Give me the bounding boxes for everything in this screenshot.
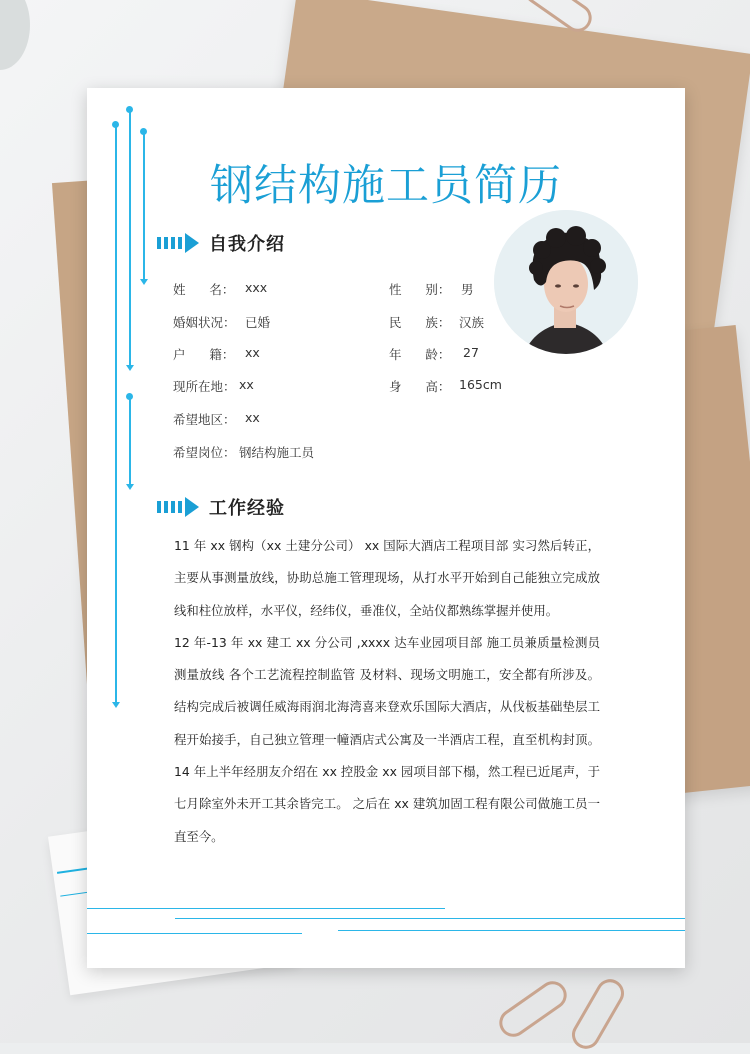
work-experience-text xyxy=(174,530,600,853)
info-age-value: 27 xyxy=(463,345,479,360)
info-height-label: 身 高： xyxy=(389,379,451,394)
info-native-label: 户 籍： xyxy=(173,347,235,362)
info-marital-label: 婚姻状况： xyxy=(173,315,236,330)
resume-sheet xyxy=(87,88,685,968)
info-ethnicity-value: 汉族 xyxy=(459,315,485,330)
info-ethnicity-label: 民 族： xyxy=(389,315,451,330)
profile-photo xyxy=(494,210,638,354)
info-gender-label: 性 别： xyxy=(389,282,451,297)
work-paragraph: 12 年-13 年 xx 建工 xx 分公司 ,xxxx 达车业园项目部 施工员兼质量检测员 测量放线 各个工艺流程控制监管 及材料、现场文明施工，安全都有所涉及。结构完成后被调任威海雨润北海湾喜来登欢乐国际大酒店，从伐板基础垫层工程开始接手，自己独立管理一幢酒店式公寓及一半酒店工程，直至机构封顶。 14 年上半年经朋友介绍在 xx 控股金 xx 园项目部下榻，然工程已近尾声，于七月除室外未开工其余皆完工。 之后在 xx 建筑加固工程有限公司做施工员一直至今。 xyxy=(174,634,600,844)
bottom-line xyxy=(338,930,685,931)
work-paragraph: 11 年 xx 钢构（xx 土建分公司） xx 国际大酒店工程项目部 实习然后转正，主要从事测量放线，协助总施工管理现场，从打水平开始到自己能独立完成放线和柱位放样，水平仪，经纬仪，垂准仪，全站仪都熟练掌握并使用。 xyxy=(174,538,600,618)
info-age-label: 年 龄： xyxy=(389,347,451,362)
bottom-line xyxy=(87,908,445,909)
info-name-value: xxx xyxy=(245,280,268,295)
info-height-value: 165cm xyxy=(459,377,502,392)
info-region-value: xx xyxy=(245,410,260,425)
line-arrow xyxy=(140,279,148,285)
vertical-line xyxy=(129,109,131,367)
info-position-label: 希望岗位： xyxy=(173,445,236,460)
section-title-work: 工作经验 xyxy=(209,498,285,519)
line-arrow xyxy=(126,365,134,371)
section-header-intro xyxy=(157,230,285,256)
info-region-label: 希望地区： xyxy=(173,412,236,427)
info-location-value: xx xyxy=(239,377,254,392)
info-location-label: 现所在地： xyxy=(173,379,236,394)
info-name-label: 姓 名： xyxy=(173,282,235,297)
section-header-work xyxy=(157,494,285,520)
bottom-line xyxy=(87,933,302,934)
info-gender-value: 男 xyxy=(461,282,474,297)
section-arrow-icon xyxy=(157,497,199,517)
section-title-intro: 自我介绍 xyxy=(209,234,285,255)
section-arrow-icon xyxy=(157,233,199,253)
page-title: 钢结构施工员简历 xyxy=(210,161,562,211)
info-position-value: 钢结构施工员 xyxy=(239,445,315,460)
bottom-line xyxy=(175,918,685,919)
info-marital-value: 已婚 xyxy=(245,315,271,330)
vertical-line xyxy=(129,396,131,486)
line-arrow xyxy=(126,484,134,490)
line-arrow xyxy=(112,702,120,708)
info-native-value: xx xyxy=(245,345,260,360)
